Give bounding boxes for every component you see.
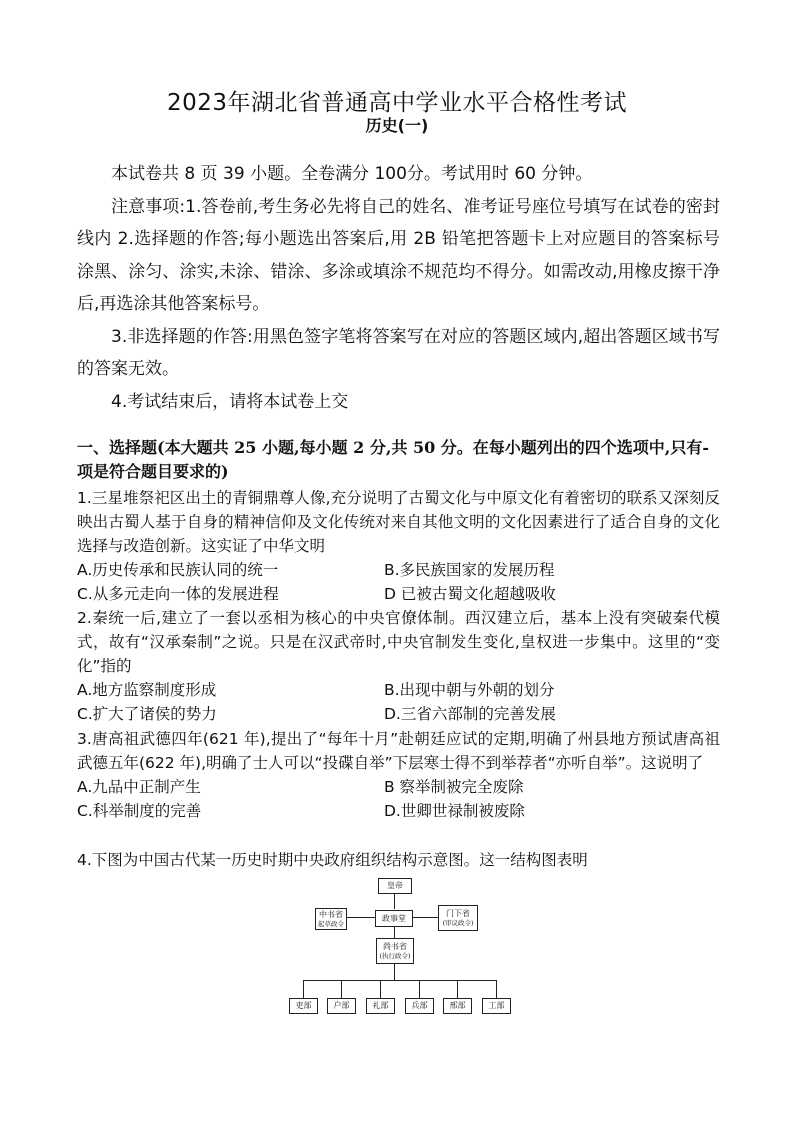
option-grid (77, 678, 720, 726)
question-3 (77, 727, 720, 823)
option-a[interactable]: A.历史传承和民族认同的统一 (77, 561, 279, 579)
menxia-label: 门下省 (446, 909, 470, 918)
question-stem: 3.唐高祖武德四年(621 年),提出了“每年十月”赴朝廷应试的定期,明确了州县地方预试唐高祖武德五年(622 年),明确了士人可以“投碟自举”下层寒士得不到举荐者“亦听自举”。这说明了 (77, 730, 720, 772)
question-1 (77, 486, 720, 606)
exam-title: 2023年湖北省普通高中学业水平合格性考试 (166, 90, 628, 116)
instruction-notes: 注意事项:1.答卷前,考生务必先将自己的姓名、准考证号座位号填写在试卷的密封线内 2.选择题的作答;每小题选出答案后,用 2B 铅笔把答题卡上对应题目的答案标号涂黑、涂匀、涂实,未涂、错涂、多涂或填涂不规范均不得分。如需改动,用橡皮擦干净后,再选涂其他答案标号。 (77, 196, 720, 314)
ministry-label: 吏部 (295, 1001, 312, 1010)
question-4 (77, 848, 720, 872)
question-stem: 4.下图为中国古代某一历史时期中央政府组织结构示意图。这一结构图表明 (77, 851, 588, 869)
option-b[interactable]: B.出现中朝与外朝的划分 (384, 681, 555, 699)
council-box (375, 910, 413, 927)
option-d[interactable]: D 已被古蜀文化超越吸收 (384, 585, 556, 603)
option-c[interactable]: C.科举制度的完善 (77, 802, 202, 820)
instruction-nonchoice: 3.非选择题的作答:用黑色签字笔将答案写在对应的答题区域内,超出答题区域书写的答案无效。 (77, 326, 720, 379)
option-a[interactable]: A.地方监察制度形成 (77, 681, 217, 699)
option-d[interactable]: D.世卿世禄制被废除 (384, 802, 525, 820)
option-a[interactable]: A.九品中正制产生 (77, 778, 201, 796)
ministry-box (405, 998, 434, 1014)
government-structure-diagram (285, 878, 525, 1020)
ministry-label: 礼部 (372, 1001, 389, 1010)
shangshu-note: (执行政令) (379, 952, 411, 960)
option-d[interactable]: D.三省六部制的完善发展 (384, 705, 556, 723)
shangshu-label: 尚书省 (383, 942, 407, 951)
ministry-box (443, 998, 472, 1014)
ministry-label: 兵部 (411, 1001, 428, 1010)
menxia-note: (审议政令) (442, 919, 474, 927)
option-b[interactable]: B 察举制被完全废除 (384, 778, 524, 796)
question-2 (77, 606, 720, 726)
exam-instructions (77, 158, 720, 418)
section-heading: 一、选择题(本大题共 25 小题,每小题 2 分,共 50 分。在每小题列出的四个选项中,只有-项是符合题目要求的) (77, 438, 710, 481)
ministry-label: 工部 (488, 1001, 505, 1010)
option-c[interactable]: C.从多元走向一体的发展进程 (77, 585, 279, 603)
ministry-label: 邢部 (449, 1001, 466, 1010)
council-label: 政事堂 (382, 913, 406, 923)
ministry-box (482, 998, 511, 1014)
question-stem: 2.秦统一后,建立了一套以丞相为核心的中央官僚体制。西汉建立后，基本上没有突破秦代模式，故有“汉承秦制”之说。只是在汉武帝时,中央官制发生变化,皇权进一步集中。这里的“变化”指的 (77, 609, 720, 675)
option-grid (77, 558, 720, 606)
zhongshu-note: 起草政令 (318, 920, 344, 928)
option-b[interactable]: B.多民族国家的发展历程 (384, 561, 555, 579)
menxia-box (438, 905, 478, 931)
option-grid (77, 775, 720, 823)
instruction-summary: 本试卷共 8 页 39 小题。全卷满分 100分。考试用时 60 分钟。 (111, 164, 593, 184)
exam-subtitle: 历史(一) (365, 116, 429, 135)
emperor-label: 皇帝 (387, 881, 403, 890)
shangshu-box (376, 938, 414, 964)
ministry-label: 户部 (333, 1001, 350, 1010)
ministry-box (366, 998, 395, 1014)
zhongshu-label: 中书省 (319, 910, 343, 919)
option-c[interactable]: C.扩大了诸侯的势力 (77, 705, 217, 723)
emperor-box (378, 878, 412, 894)
question-stem: 1.三星堆祭祀区出土的青铜鼎尊人像,充分说明了古蜀文化与中原文化有着密切的联系又深刻反映出古蜀人基于自身的精神信仰及文化传统对来自其他文明的文化因素进行了适合自身的文化选择与改造创新。这实证了中华文明 (77, 489, 720, 555)
ministry-box (327, 998, 356, 1014)
ministry-box (289, 998, 318, 1014)
zhongshu-box (315, 908, 347, 930)
instruction-submit: 4.考试结束后，请将本试卷上交 (111, 391, 349, 412)
